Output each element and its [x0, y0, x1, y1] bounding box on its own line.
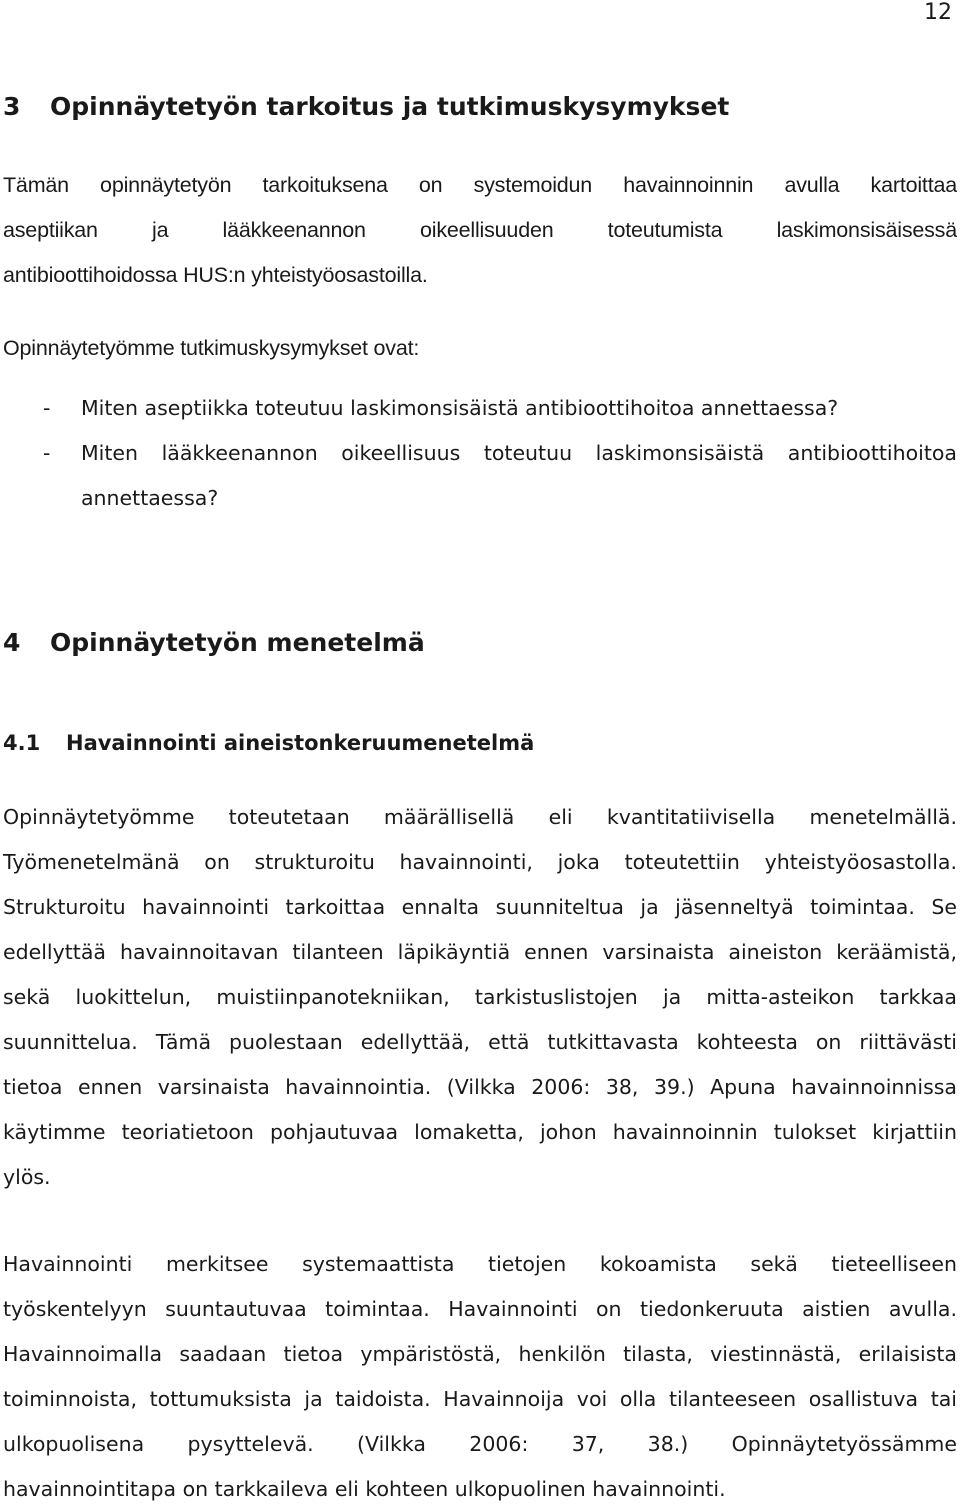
text-line: Miten lääkkeenannon oikeellisuus toteutuu laskimonsisäistä antibioottihoitoa [81, 441, 957, 465]
text-line: Työmenetelmänä on strukturoitu havainnointi, joka toteutettiin yhteistyöosastolla. [3, 850, 957, 874]
section-4-title: Opinnäytetyön menetelmä [50, 628, 425, 657]
section-3-heading [3, 92, 729, 122]
section-4-number: 4 [3, 628, 21, 657]
text-line: Tämän opinnäytetyön tarkoituksena on systemoidun havainnoinnin avulla kartoittaa [3, 173, 957, 197]
subsection-4-1-heading [3, 730, 534, 756]
text-line: Havainnoimalla saadaan tietoa ympäristöstä, henkilön tilasta, viestinnästä, erilaisista [3, 1342, 957, 1366]
text-line: Opinnäytetyömme toteutetaan määrällisellä eli kvantitatiivisella menetelmällä. [3, 805, 957, 829]
bullet-dash: - [43, 441, 51, 465]
questions-intro-text: Opinnäytetyömme tutkimuskysymykset ovat: [3, 336, 420, 360]
questions-intro [3, 326, 957, 371]
bullet-dash: - [43, 396, 51, 420]
text-line: käytimme teoriatietoon pohjautuvaa lomaketta, johon havainnoinnin tulokset kirjattiin [3, 1120, 957, 1144]
text-line: annettaessa? [81, 486, 219, 510]
text-line: ylös. [3, 1165, 51, 1189]
text-line: Miten aseptiikka toteutuu laskimonsisäistä antibioottihoitoa annettaessa? [81, 396, 839, 420]
section-4-paragraph-2 [3, 1242, 957, 1512]
text-line: havainnointitapa on tarkkaileva eli kohteen ulkopuolinen havainnointi. [3, 1477, 726, 1501]
subsection-4-1-title: Havainnointi aineistonkeruumenetelmä [66, 731, 535, 755]
text-line: tietoa ennen varsinaista havainnointia. (Vilkka 2006: 38, 39.) Apuna havainnoinnissa [3, 1075, 957, 1099]
text-line: antibioottihoidossa HUS:n yhteistyöosastoilla. [3, 263, 428, 287]
section-4-heading [3, 628, 425, 658]
subsection-4-1-number: 4.1 [3, 731, 41, 755]
text-line: Havainnointi merkitsee systemaattista tietojen kokoamista sekä tieteelliseen [3, 1252, 957, 1276]
text-line: ulkopuolisena pysyttelevä. (Vilkka 2006: 37, 38.) Opinnäytetyössämme [3, 1432, 957, 1456]
section-3-number: 3 [3, 92, 21, 121]
page-number: 12 [924, 0, 952, 25]
list-item [3, 386, 957, 431]
section-4-paragraph-1 [3, 795, 957, 1200]
text-line: Strukturoitu havainnointi tarkoittaa ennalta suunniteltua ja jäsenneltyä toimintaa. Se [3, 895, 957, 919]
section-3-intro-paragraph [3, 163, 957, 298]
text-line: työskentelyyn suuntautuvaa toimintaa. Havainnointi on tiedonkeruuta aistien avulla. [3, 1297, 957, 1321]
section-3-title: Opinnäytetyön tarkoitus ja tutkimuskysymykset [50, 92, 730, 121]
research-questions-list [3, 386, 957, 521]
list-item [3, 431, 957, 521]
text-line: sekä luokittelun, muistiinpanotekniikan, tarkistuslistojen ja mitta-asteikon tarkkaa [3, 985, 957, 1009]
text-line: toiminnoista, tottumuksista ja taidoista. Havainnoija voi olla tilanteeseen osallistuva tai [3, 1387, 957, 1411]
text-line: suunnittelua. Tämä puolestaan edellyttää, että tutkittavasta kohteesta on riittävästi [3, 1030, 957, 1054]
text-line: edellyttää havainnoitavan tilanteen läpikäyntiä ennen varsinaista aineiston keräämistä, [3, 940, 957, 964]
text-line: aseptiikan ja lääkkeenannon oikeellisuuden toteutumista laskimonsisäisessä [3, 218, 957, 242]
